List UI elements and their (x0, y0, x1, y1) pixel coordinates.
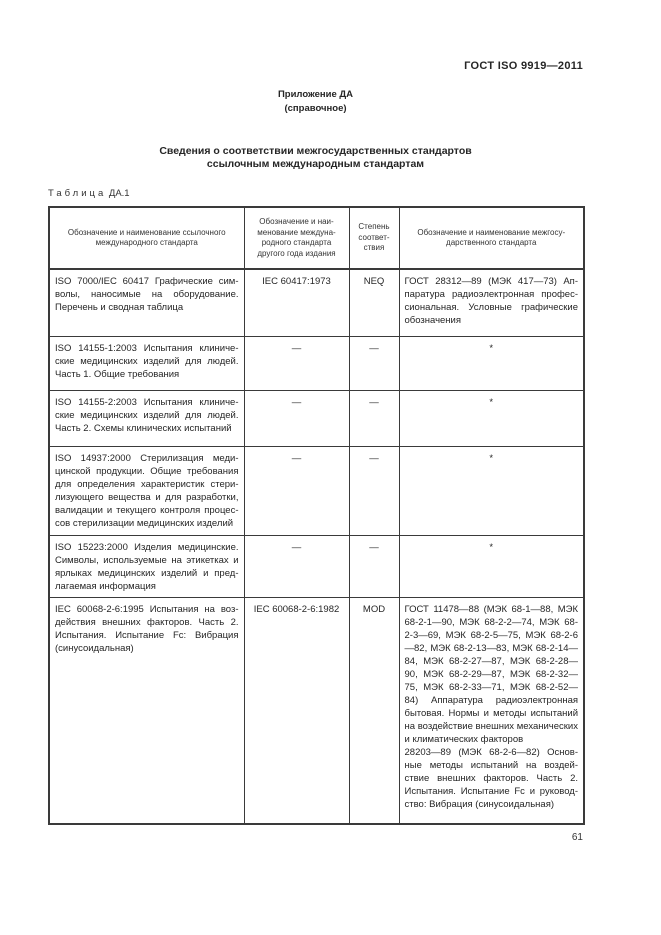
cell-degree: — (349, 535, 399, 597)
cell-reference-standard: IEC 60068-2-6:1995 Испытания на воздействия внешних факторов. Часть 2. Испытания. Испытание Fc: Вибрация (синусоидальная) (49, 597, 244, 824)
table-caption (48, 188, 583, 200)
cell-other-edition: IEC 60417:1973 (244, 269, 349, 336)
cell-interstate-standard: ГОСТ 28312—89 (МЭК 417—73) Аппаратура радиоэлектронная профессиональная. Условные графические обозначения (399, 269, 584, 336)
cell-interstate-standard: * (399, 535, 584, 597)
content-area (48, 0, 583, 843)
cell-interstate-standard: * (399, 446, 584, 535)
table-caption-word: Таблица (48, 188, 107, 199)
cell-other-edition: — (244, 446, 349, 535)
cell-interstate-standard: * (399, 336, 584, 390)
appendix-subtitle: (справочное) (284, 103, 347, 114)
cell-reference-standard: ISO 15223:2000 Изделия медицинские. Символы, используемые на этикетках и ярлыках медицинских изделий и предлагаемая информация (49, 535, 244, 597)
table-row (49, 535, 584, 597)
cell-other-edition: — (244, 336, 349, 390)
cell-reference-standard: ISO 7000/IEC 60417 Графические символы, наносимые на оборудование. Перечень и сводная таблица (49, 269, 244, 336)
header-interstate-standard: Обозначение и наименование межгосударственного стандарта (399, 207, 584, 269)
page-number: 61 (571, 832, 583, 843)
interstate-paragraph-1: ГОСТ 11478—88 (МЭК 68-1—88, МЭК 68-2-1—90, МЭК 68-2-2—74, МЭК 68-2-3—69, МЭК 68-2-5—75, МЭК 68-2-6—82, МЭК 68-2-13—83, МЭК 68-2-14—84, МЭК 68-2-27—87, МЭК 68-2-28—90, МЭК 68-2-29—87, МЭК 68-2-32—75, МЭК 68-2-33—71, МЭК 68-2-52—84) Аппаратура радиоэлектронная бытовая. Нормы и методы испытаний на воздействие внешних механических и климатических факторов (404, 603, 578, 745)
cell-degree: — (349, 390, 399, 446)
cell-reference-standard: ISO 14155-1:2003 Испытания клинические медицинских изделий для людей. Часть 1. Общие требования (49, 336, 244, 390)
header-reference-standard: Обозначение и наименование ссылочного международного стандарта (49, 207, 244, 269)
table-header-row (49, 207, 584, 269)
interstate-paragraph-2: 28203—89 (МЭК 68-2-6—82) Основные методы испытаний на воздействие внешних факторов. Часть 2. Испытания. Испытание Fc и руководство: Вибрация (синусоидальная) (404, 746, 578, 810)
section-title (48, 145, 583, 171)
cell-other-edition: — (244, 390, 349, 446)
cell-degree: NEQ (349, 269, 399, 336)
cell-degree: — (349, 336, 399, 390)
header-degree: Степень соответствия (349, 207, 399, 269)
header-other-edition: Обозначение и наименование международного стандарта другого года издания (244, 207, 349, 269)
section-title-line-2: ссылочным международным стандартам (206, 158, 425, 170)
cell-interstate-standard: * (399, 390, 584, 446)
cell-degree: — (349, 446, 399, 535)
cell-other-edition: — (244, 535, 349, 597)
table-caption-number: ДА.1 (108, 188, 130, 199)
cell-degree: MOD (349, 597, 399, 824)
appendix-title: Приложение ДА (277, 89, 354, 100)
table-row (49, 269, 584, 336)
cell-reference-standard: ISO 14937:2000 Стерилизация медицинской продукции. Общие требования для определения характеристик стерилизующего вещества и для разработки, валидации и текущего контроля процессов стерилизации медицинских изделий (49, 446, 244, 535)
table-row (49, 446, 584, 535)
table-row (49, 390, 584, 446)
appendix-block (48, 88, 583, 116)
cell-interstate-standard (399, 597, 584, 824)
table-row (49, 597, 584, 824)
table-row (49, 336, 584, 390)
document-reference: ГОСТ ISO 9919—2011 (464, 60, 583, 72)
correspondence-table (48, 206, 585, 825)
section-title-line-1: Сведения о соответствии межгосударственных стандартов (159, 145, 472, 157)
cell-other-edition: IEC 60068-2-6:1982 (244, 597, 349, 824)
cell-reference-standard: ISO 14155-2:2003 Испытания клинические медицинских изделий для людей. Часть 2. Схемы клинических испытаний (49, 390, 244, 446)
